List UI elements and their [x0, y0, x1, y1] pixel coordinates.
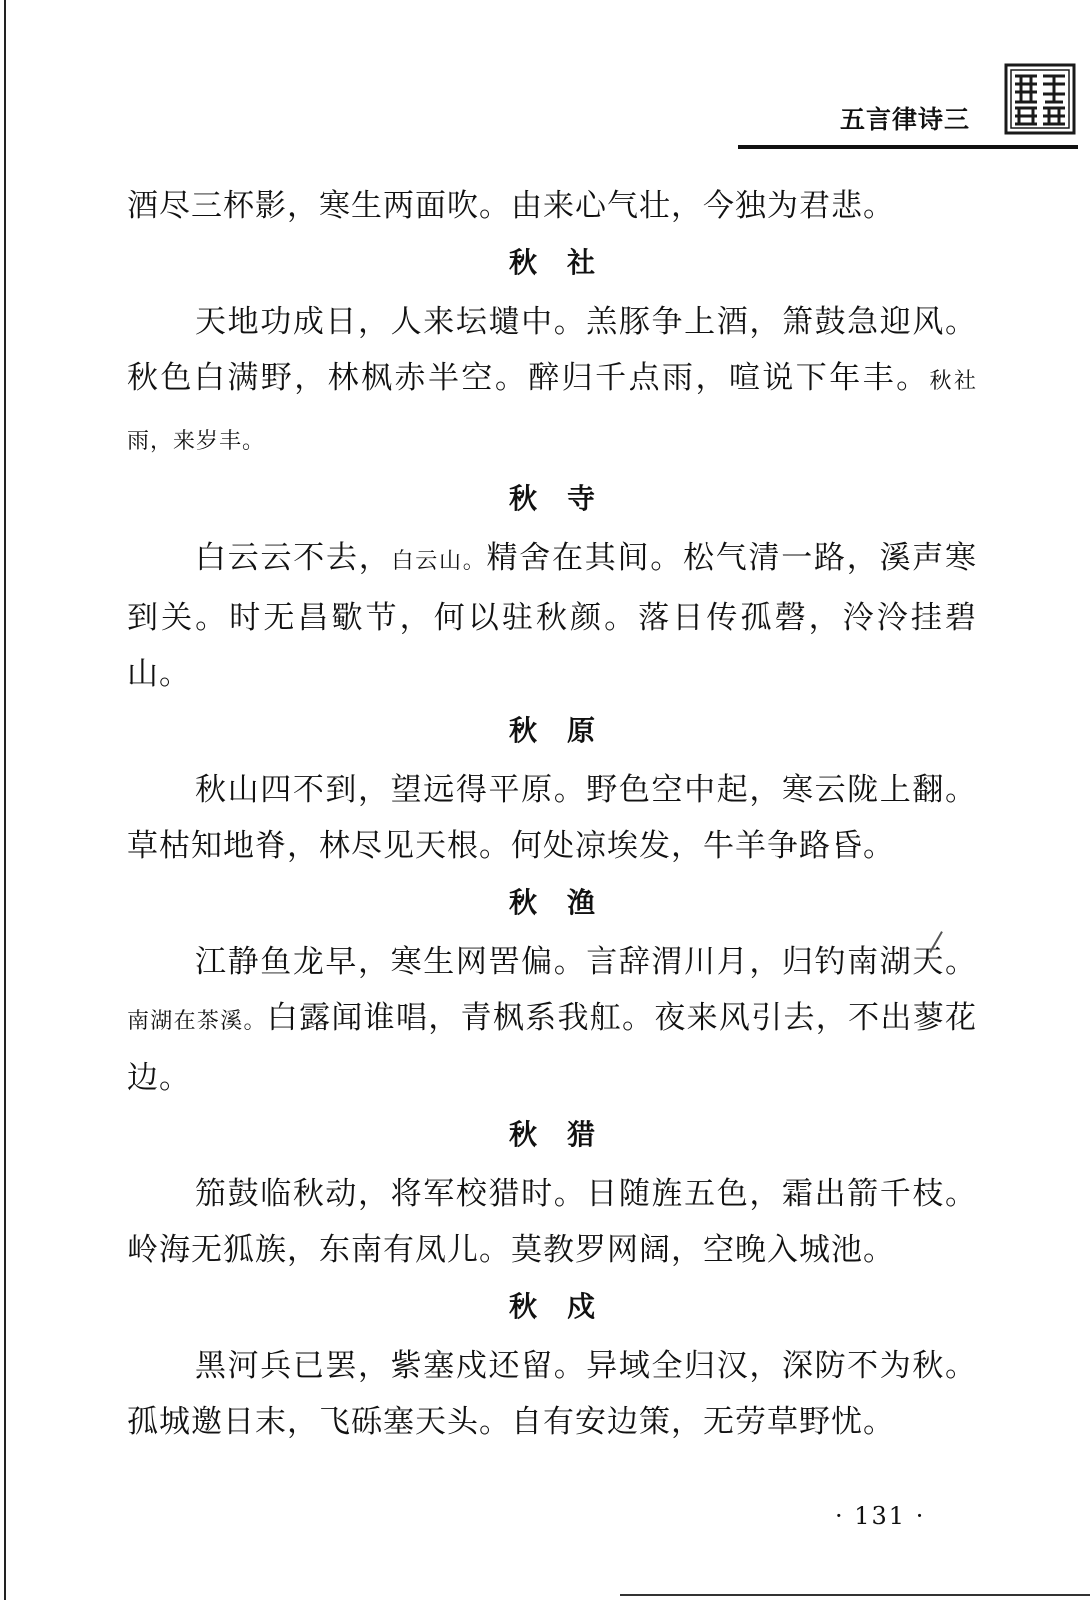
poem-title-char: 秋 [508, 1290, 537, 1323]
poem-title [127, 1108, 977, 1162]
poem-body [127, 934, 977, 1106]
poem-text: 白露闻谁唱，青枫系我舡。夜来风引去，不出蓼花边。 [127, 1000, 977, 1096]
poem-title-char: 秋 [508, 482, 537, 515]
poem-text: 白云云不去， [195, 540, 392, 576]
poem-body [127, 762, 977, 874]
poem-title-char: 寺 [567, 482, 596, 515]
poem-title-char: 秋 [508, 246, 537, 279]
continued-poem-text: 酒尽三杯影，寒生两面吹。由来心气壮，今独为君悲。 [127, 188, 895, 224]
seal-stamp-icon [1003, 62, 1077, 136]
poem-annotation: 秋社雨，来岁丰。 [127, 369, 977, 454]
poem-title [127, 704, 977, 758]
header-rule [738, 145, 1078, 149]
poem-body [127, 1166, 977, 1278]
poem-text: 江静鱼龙早，寒生网罟偏。言辞渭川月，归钓南湖天。 [195, 944, 977, 980]
poem-title [127, 876, 977, 930]
poem-title-char: 秋 [508, 714, 537, 747]
poem-title-char: 秋 [508, 886, 537, 919]
poem-title-char: 原 [567, 714, 596, 747]
poem-title-char: 渔 [567, 886, 596, 919]
poem-title-char: 猎 [567, 1118, 596, 1151]
poem-text: 黑河兵已罢，紫塞戍还留。异域全归汉，深防不为秋。孤城邀日末，飞砾塞天头。自有安边策，无劳草野忧。 [127, 1348, 977, 1440]
poem-text: 精舍在其间。松气清一路，溪声寒到关。时无昌歜节，何以驻秋颜。落日传孤磬，泠泠挂碧山。 [127, 540, 977, 692]
poem-text: 笳鼓临秋动，将军校猎时。日随旌五色，霜出箭千枝。岭海无狐族，东南有凤儿。莫教罗网阔，空晚入城池。 [127, 1176, 977, 1268]
poem-annotation: 白云山。 [391, 549, 487, 574]
page-number: · 131 · [835, 1502, 926, 1530]
running-header-title: 五言律诗三 [839, 105, 970, 134]
poem-text: 秋山四不到，望远得平原。野色空中起，寒云陇上翻。草枯知地脊，林尽见天根。何处凉埃发，牛羊争路昏。 [127, 772, 977, 864]
poem-text: 天地功成日，人来坛壝中。羔豚争上酒，箫鼓急迎风。秋色白满野，林枫赤半空。醉归千点雨，喧说下年丰。 [127, 304, 977, 396]
page-edge-line [4, 0, 6, 1600]
poem-title-char: 戍 [567, 1290, 596, 1323]
page-content [127, 178, 977, 1450]
poem-title [127, 1280, 977, 1334]
poem-annotation: 南湖在茶溪。 [127, 1009, 267, 1034]
poem-body [127, 294, 977, 470]
poem-title-char: 社 [567, 246, 596, 279]
poem-body [127, 530, 977, 702]
poem-title-char: 秋 [508, 1118, 537, 1151]
poem-body [127, 1338, 977, 1450]
poem-title [127, 236, 977, 290]
poem-title [127, 472, 977, 526]
bottom-edge-rule [620, 1594, 1090, 1596]
